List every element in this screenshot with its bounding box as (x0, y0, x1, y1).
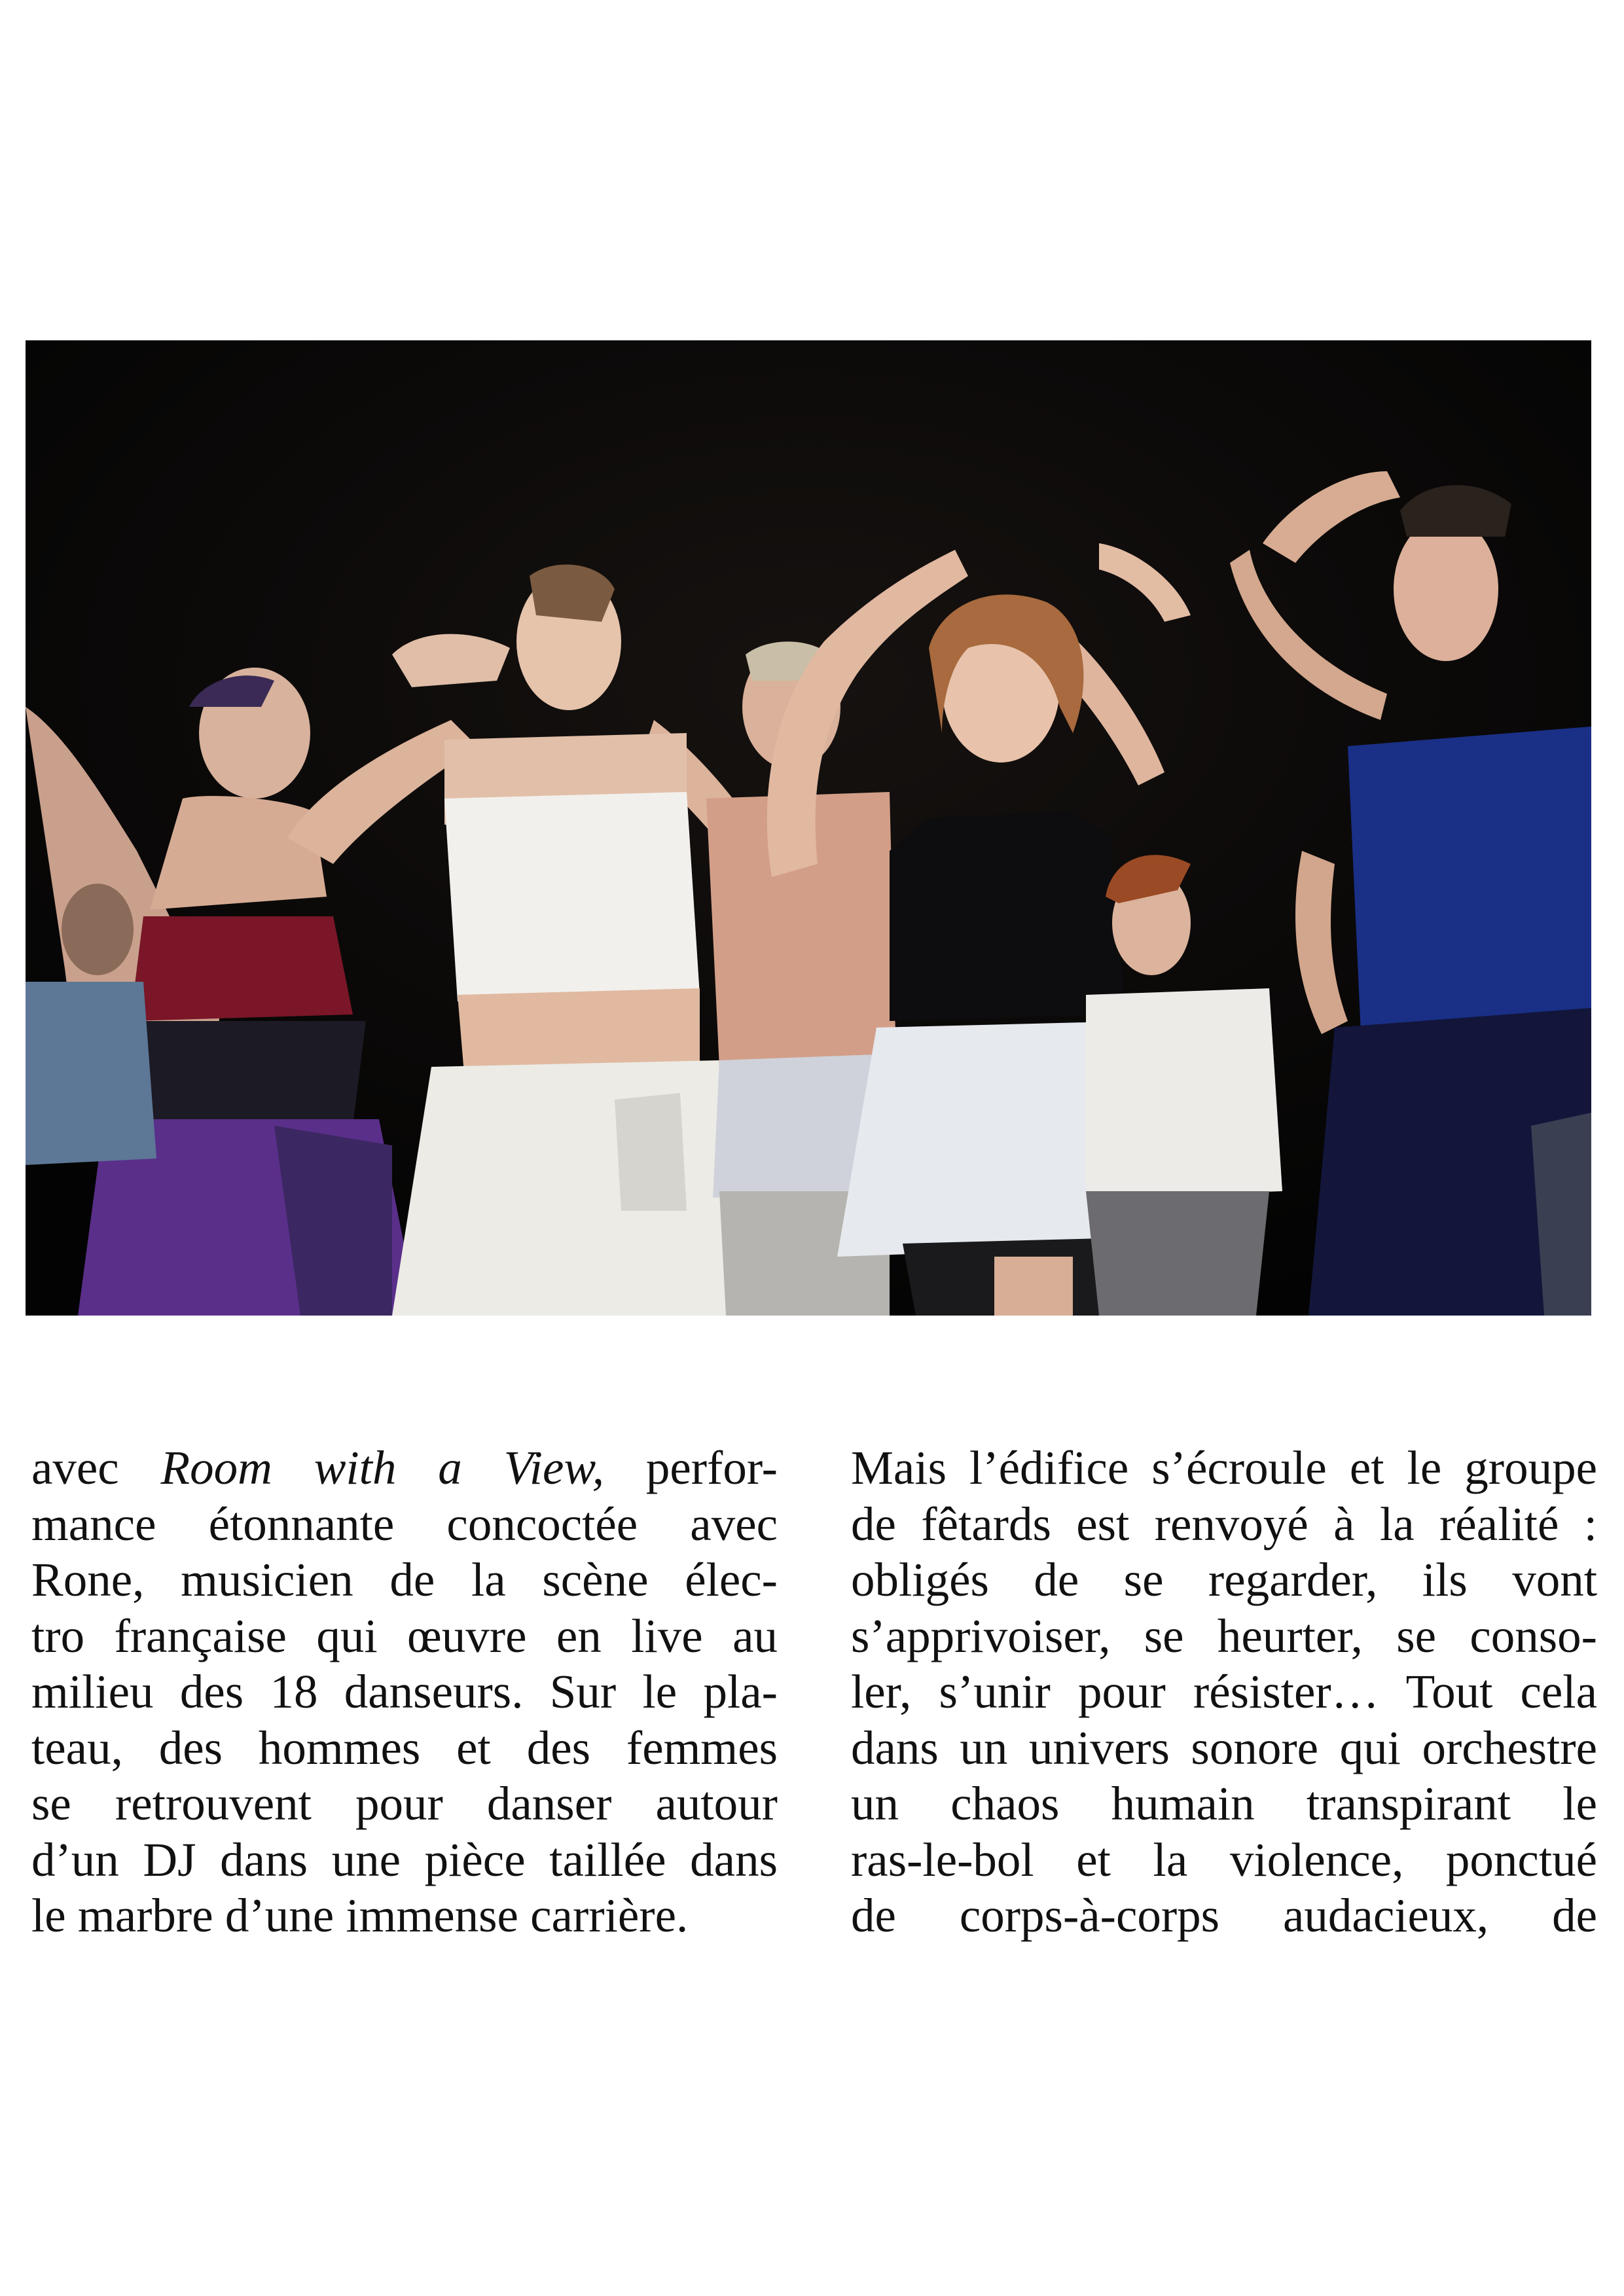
text-line: teau, des hommes et des femmes (31, 1721, 778, 1774)
text-line (31, 1440, 778, 1496)
text-line: le marbre d’une immense carrière. (31, 1889, 689, 1942)
text-line: un chaos humain transpirant le (851, 1777, 1597, 1830)
text-line: dans un univers sonore qui orchestre (851, 1721, 1597, 1774)
text-line: s’apprivoiser, se heurter, se conso- (851, 1609, 1597, 1662)
text-fragment: perfor- (604, 1441, 778, 1494)
text-line: de fêtards est renvoyé à la réalité : (851, 1497, 1597, 1551)
article-left-column (31, 1440, 778, 1944)
text-line: obligés de se regarder, ils vont (851, 1553, 1597, 1606)
text-line: de corps-à-corps audacieux, de (851, 1889, 1597, 1942)
text-line: tro française qui œuvre en live au (31, 1609, 778, 1662)
text-line: se retrouvent pour danser autour (31, 1777, 778, 1830)
text-fragment: avec (31, 1441, 161, 1494)
text-line: milieu des 18 danseurs. Sur le pla- (31, 1665, 778, 1718)
dance-performance-photo (26, 340, 1591, 1316)
text-line: mance étonnante concoctée avec (31, 1497, 778, 1551)
dance-performance-photo-icon (26, 340, 1591, 1316)
text-line: ler, s’unir pour résister… Tout cela (851, 1665, 1597, 1718)
work-title: Room with a View, (160, 1441, 604, 1494)
text-line: ras-le-bol et la violence, ponctué (851, 1833, 1597, 1886)
text-line: d’un DJ dans une pièce taillée dans (31, 1833, 778, 1886)
text-line: Rone, musicien de la scène élec- (31, 1553, 778, 1606)
text-line: Mais l’édifice s’écroule et le groupe (851, 1441, 1597, 1494)
article-right-column (851, 1440, 1597, 1944)
